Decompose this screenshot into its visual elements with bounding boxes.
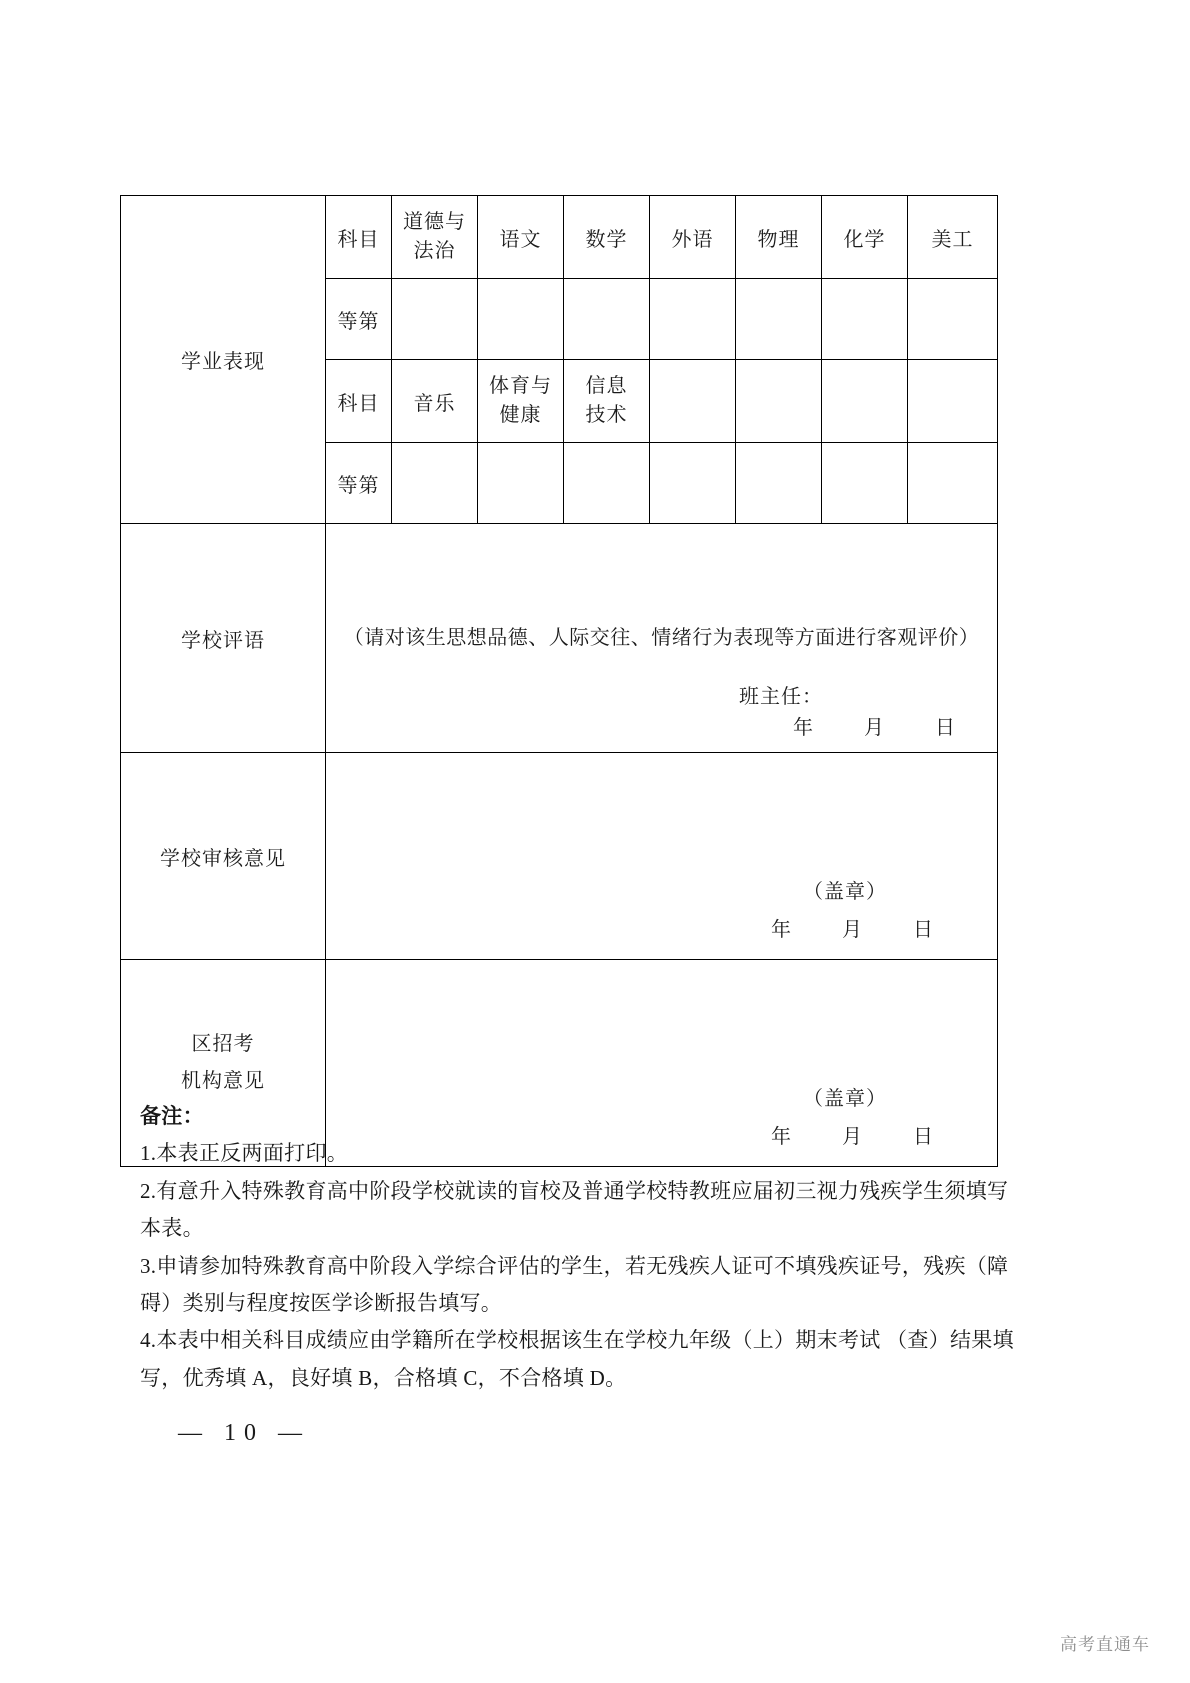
note-item-3: 3.申请参加特殊教育高中阶段入学综合评估的学生，若无残疾人证可不填残疾证号，残疾（障碍）类别与程度按医学诊断报告填写。 [140, 1253, 1009, 1315]
homeroom-teacher-label: 班主任： [739, 686, 823, 708]
watermark: 高考直通车 [1060, 1635, 1150, 1654]
grade-input-chemistry[interactable] [822, 279, 908, 360]
school-review-stamp-block [643, 873, 973, 949]
subject-header-label-1: 科目 [326, 196, 392, 279]
grade-input-arts-crafts[interactable] [908, 279, 998, 360]
subject-cell-pe-health [478, 360, 564, 443]
grade-input-empty-3[interactable] [822, 443, 908, 524]
school-review-stamp-label: （盖章） [803, 881, 887, 903]
subject-cell-empty-2[interactable] [736, 360, 822, 443]
row-label-line1: 区招考 [191, 1033, 255, 1055]
date-month-label: 月 [864, 717, 884, 739]
grade-input-empty-2[interactable] [736, 443, 822, 524]
subject-cell-math: 数学 [564, 196, 650, 279]
district-review-stamp-label: （盖章） [803, 1088, 887, 1110]
note-item-1: 1.本表正反两面打印。 [140, 1141, 349, 1166]
grade-input-empty-1[interactable] [650, 443, 736, 524]
table-row [121, 753, 998, 960]
subject-text-line2: 法治 [413, 240, 456, 262]
row-label-line2: 机构意见 [181, 1070, 265, 1092]
subject-cell-music: 音乐 [392, 360, 478, 443]
row-label-school-comment: 学校评语 [121, 524, 326, 753]
grade-input-chinese[interactable] [478, 279, 564, 360]
grade-input-foreign-language[interactable] [650, 279, 736, 360]
grade-input-moral-law[interactable] [392, 279, 478, 360]
homeroom-teacher-signature-block [665, 682, 975, 744]
subject-cell-chinese: 语文 [478, 196, 564, 279]
grade-header-label-1: 等第 [326, 279, 392, 360]
date-month-label: 月 [842, 1126, 862, 1148]
notes-section [140, 1098, 1020, 1397]
subject-text-line1: 信息 [585, 375, 628, 397]
grade-input-information-technology[interactable] [564, 443, 650, 524]
subject-cell-moral-law [392, 196, 478, 279]
subject-cell-empty-4[interactable] [908, 360, 998, 443]
school-comment-prompt: （请对该生思想品德、人际交往、情绪行为表现等方面进行客观评价） [343, 626, 980, 649]
date-day-label: 日 [913, 1126, 933, 1148]
grade-input-music[interactable] [392, 443, 478, 524]
subject-text-line2: 技术 [585, 404, 628, 426]
row-label-school-review: 学校审核意见 [121, 753, 326, 960]
date-day-label: 日 [935, 717, 955, 739]
grade-input-pe-health[interactable] [478, 443, 564, 524]
subject-text-line1: 体育与 [489, 375, 552, 397]
subject-header-label-2: 科目 [326, 360, 392, 443]
table-row [121, 196, 998, 279]
date-day-label: 日 [913, 919, 933, 941]
subject-cell-foreign-language: 外语 [650, 196, 736, 279]
subject-cell-chemistry: 化学 [822, 196, 908, 279]
school-comment-area[interactable] [326, 524, 998, 753]
page-number: — 10 — [178, 1420, 310, 1446]
school-comment-date-line [665, 713, 975, 744]
subject-cell-arts-crafts: 美工 [908, 196, 998, 279]
subject-cell-empty-1[interactable] [650, 360, 736, 443]
school-review-area[interactable] [326, 753, 998, 960]
subject-text-line1: 道德与 [403, 211, 466, 233]
note-item-4: 4.本表中相关科目成绩应由学籍所在学校根据该生在学校九年级（上）期末考试 （查）结果填写，优秀填 A，良好填 B，合格填 C，不合格填 D。 [140, 1328, 1014, 1390]
note-item-2: 2.有意升入特殊教育高中阶段学校就读的盲校及普通学校特教班应届初三视力残疾学生须填写本表。 [140, 1178, 1009, 1241]
school-review-date-line [643, 911, 973, 949]
date-year-label: 年 [771, 919, 791, 941]
subject-cell-information-technology [564, 360, 650, 443]
subject-text-line2: 健康 [499, 404, 542, 426]
student-evaluation-form [120, 195, 998, 1167]
date-year-label: 年 [771, 1126, 791, 1148]
subject-cell-physics: 物理 [736, 196, 822, 279]
date-year-label: 年 [793, 717, 813, 739]
row-label-academic-performance: 学业表现 [121, 196, 326, 524]
subject-cell-empty-3[interactable] [822, 360, 908, 443]
grade-header-label-2: 等第 [326, 443, 392, 524]
grade-input-physics[interactable] [736, 279, 822, 360]
grade-input-empty-4[interactable] [908, 443, 998, 524]
table-row [121, 524, 998, 753]
notes-title: 备注： [140, 1104, 204, 1128]
grade-input-math[interactable] [564, 279, 650, 360]
date-month-label: 月 [842, 919, 862, 941]
